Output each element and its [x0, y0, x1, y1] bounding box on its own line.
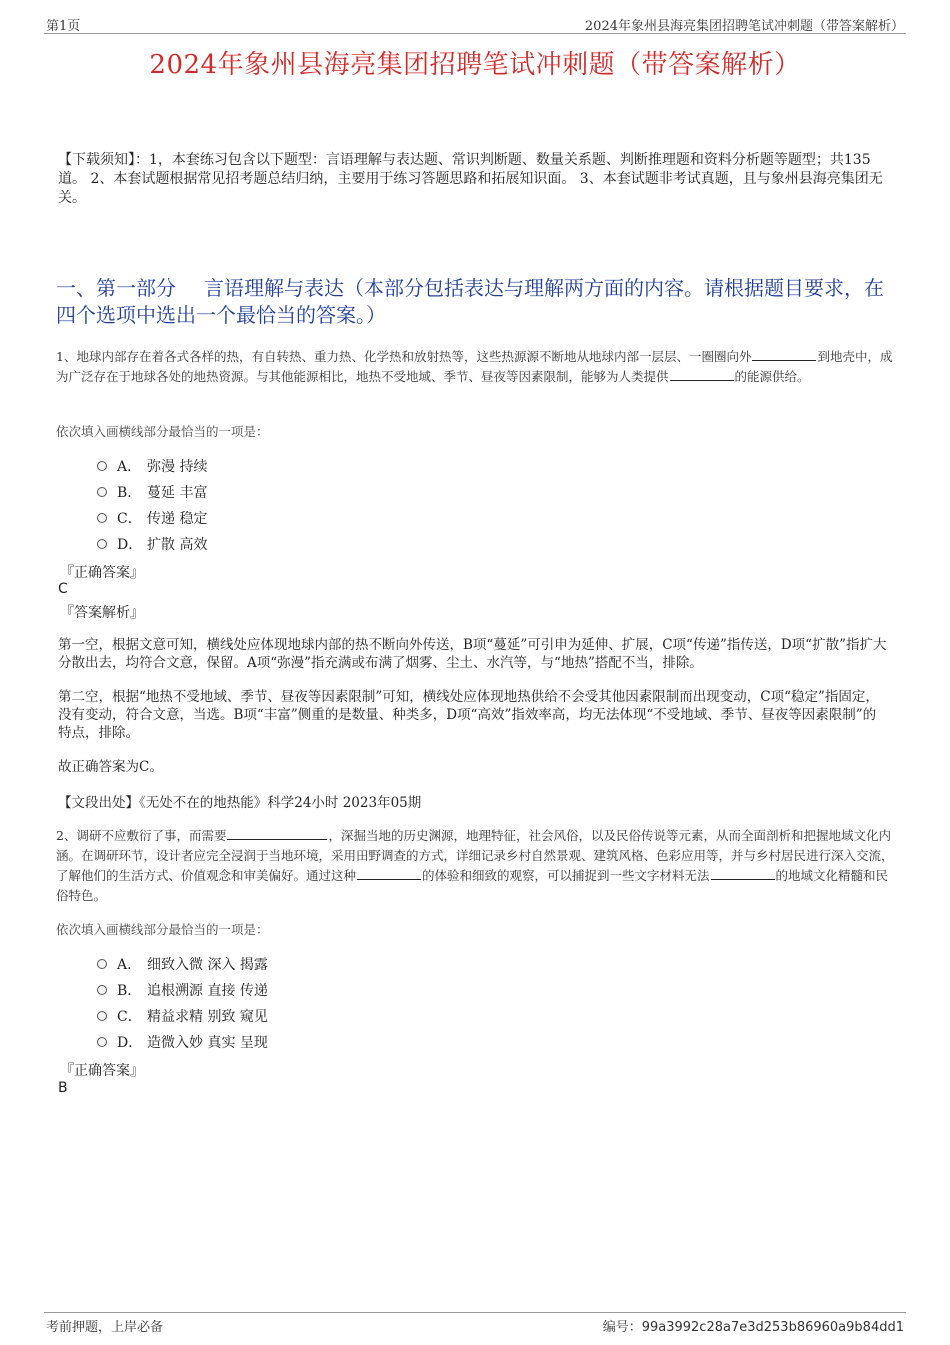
radio-icon[interactable] [97, 487, 107, 497]
q2-option-d[interactable]: D． 造微入妙 真实 呈现 [97, 1029, 268, 1055]
q2-text-b: ，深掘当地的历史渊源，地理特征，社会风俗，以及民俗传说等元素，从而全面剖析和把握地域文化内涵。在调研环节，设计者应完全浸润于当地环境，采用田野调查的方式，详细记录乡村自然景观、建筑风格、色彩应用等，并与乡村居民进行深入交流，了解他们的生活方式、价值观念和审美偏好。通过这种 [56, 828, 894, 883]
page-header [44, 13, 906, 34]
document-title: 2024年象州县海亮集团招聘笔试冲刺题（带答案解析） [149, 50, 801, 80]
section-title: 言语理解与表达（本部分包括表达与理解两方面的内容。请根据题目要求，在四个选项中选出一个最恰当的答案。） [56, 276, 884, 327]
q1-source: 【文段出处】《无处不在的地热能》科学24小时 2023年05期 [58, 795, 422, 811]
q2-option-b[interactable]: B． 追根溯源 直接 传递 [97, 977, 268, 1003]
radio-icon[interactable] [97, 959, 107, 969]
page-number: 第1页 [46, 19, 81, 34]
q2-text-c: 的体验和细致的观察，可以捕捉到一些文字材料无法 [422, 868, 710, 883]
answer-blank [227, 826, 327, 840]
q2-answer: B [58, 1080, 68, 1096]
download-notice: 【下载须知】：1，本套练习包含以下题型：言语理解与表达题、常识判断题、数量关系题、判断推理题和资料分析题等题型；共135道。 2、本套试题根据常见招考题总结归纳，主要用于练习答题思路和拓展知识面。 3、本套试题非考试真题，且与象州县海亮集团无关。 [58, 152, 883, 206]
q1-answer: C [58, 581, 68, 597]
q2-option-c[interactable]: C． 精益求精 别致 窥见 [97, 1003, 268, 1029]
radio-icon[interactable] [97, 1037, 107, 1047]
radio-icon[interactable] [97, 985, 107, 995]
radio-icon[interactable] [97, 461, 107, 471]
q2-text-d: 的地域文化精髓和民俗特色。 [56, 868, 889, 903]
q2-options [97, 951, 268, 1055]
q2-prompt: 依次填入画横线部分最恰当的一项是： [56, 922, 269, 937]
footer-code-value: 99a3992c28a7e3d253b86960a9b84dd1 [641, 1320, 904, 1335]
radio-icon[interactable] [97, 513, 107, 523]
q1-option-a[interactable]: A． 弥漫 持续 [97, 453, 207, 479]
q1-prompt: 依次填入画横线部分最恰当的一项是： [56, 424, 269, 439]
q1-text-a: 1、地球内部存在着各式各样的热，有自转热、重力热、化学热和放射热等，这些热源源不断地从地球内部一层层、一圈圈向外 [56, 349, 752, 364]
question-1-stem [56, 347, 898, 387]
question-2-stem [56, 826, 898, 906]
q1-analysis-2: 第二空，根据“地热不受地域、季节、昼夜等因素限制”可知，横线处应体现地热供给不会受其他因素限制而出现变动，C项“稳定”指固定，没有变动，符合文意，当选。B项“丰富”侧重的是数量、种类多，D项“高效”指效率高，均无法体现“不受地域、季节、昼夜等因素限制”的特点，排除。 [58, 689, 879, 741]
q2-answer-label: 『正确答案』 [60, 1063, 144, 1079]
q1-text-b: 到地壳中，成为广泛存在于地球各处的地热资源。与其他能源相比，地热不受地域、季节、昼夜等因素限制，能够为人类提供 [56, 349, 893, 384]
footer-slogan: 考前押题，上岸必备 [46, 1320, 164, 1335]
page-footer [44, 1312, 906, 1333]
q1-analysis-label: 『答案解析』 [60, 605, 144, 621]
q2-option-a[interactable]: A． 细致入微 深入 揭露 [97, 951, 268, 977]
answer-blank [357, 866, 421, 880]
footer-code-label: 编号： [602, 1320, 642, 1335]
q1-options [97, 453, 207, 557]
section-heading [56, 275, 898, 329]
q1-option-d[interactable]: D． 扩散 高效 [97, 531, 207, 557]
answer-blank [711, 866, 775, 880]
q1-analysis-1: 第一空，根据文意可知，横线处应体现地球内部的热不断向外传送，B项“蔓延”可引申为延伸、扩展，C项“传递”指传送，D项“扩散”指扩大分散出去，均符合文意，保留。A项“弥漫”指充满或布满了烟雾、尘土、水汽等，与“地热”搭配不当，排除。 [58, 637, 887, 671]
q1-option-b[interactable]: B． 蔓延 丰富 [97, 479, 207, 505]
answer-blank [752, 347, 816, 361]
q1-answer-label: 『正确答案』 [60, 565, 144, 581]
section-part: 一、第一部分 [56, 276, 176, 300]
q1-option-c[interactable]: C． 传递 稳定 [97, 505, 207, 531]
q1-text-c: 的能源供给。 [734, 369, 810, 384]
answer-blank [670, 367, 734, 381]
footer-code [603, 1316, 904, 1335]
q2-text-a: 2、调研不应敷衍了事，而需要 [56, 828, 227, 843]
header-doc-title: 2024年象州县海亮集团招聘笔试冲刺题（带答案解析） [584, 19, 904, 34]
radio-icon[interactable] [97, 1011, 107, 1021]
q1-conclusion: 故正确答案为C。 [58, 759, 163, 775]
radio-icon[interactable] [97, 539, 107, 549]
